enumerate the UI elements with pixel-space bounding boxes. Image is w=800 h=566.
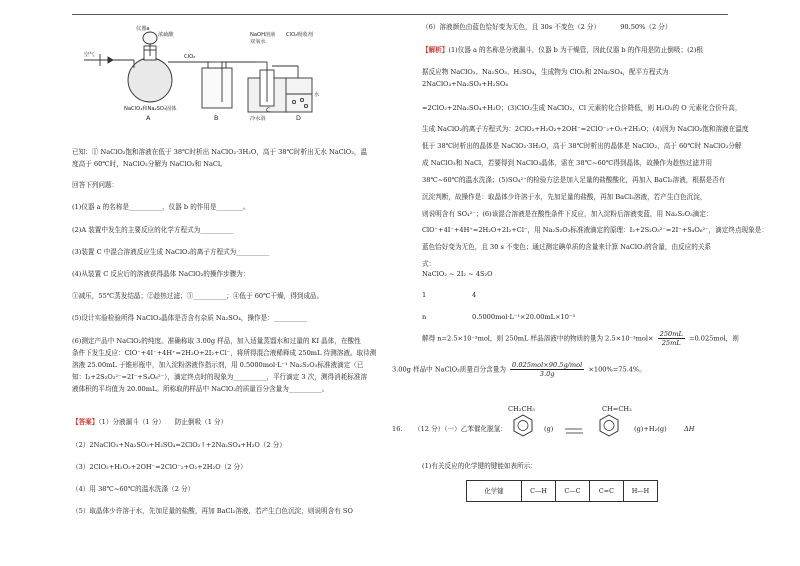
analysis-line-1	[422, 46, 703, 54]
relation-row-3-b: 0.5000mol·L⁻¹×20.00mL×10⁻³	[472, 313, 576, 321]
analysis-line-2: 据反应物 NaClO₃、Na₂SO₃、H₂SO₄，生成物为 ClO₂和 2Na₂SO₄，配平方程式为	[422, 68, 669, 76]
reactant-phase: (g)	[544, 425, 554, 433]
analysis-line-10: 则说明含有 SO₄²⁻；(6)该混合溶液是在酸性条件下反应，加入淀粉后溶液变蓝，用 Na₂S₂O₃滴定：	[422, 210, 713, 218]
analysis-line-13: 式：	[422, 260, 436, 268]
analysis-text-1: (1)仪器 a 的名称是分液漏斗，仪器 b 为干燥管，因此仪器 b 的作用是防止倒吸；(2)根	[448, 46, 704, 54]
relation-row-2-b: 4	[472, 291, 477, 299]
question-6-line-4: 知：I₂+2S₂O₃²⁻=2I⁻+S₄O₆²⁻），滴定终点时的现象为__________，平行滴定 3 次，测得消耗标准溶	[72, 373, 368, 381]
mass-prefix: 3.00g 样品中 NaClO₂质量百分含量为	[392, 365, 506, 374]
answer-5: （5）取晶体少许溶于水，先加足量的盐酸，再加 BaCl₂溶液，若产生白色沉淀，则说明含有 SO	[72, 507, 353, 515]
answer-4: （4）用 38℃~60℃的温水洗涤（2 分）	[72, 485, 195, 493]
relation-row-2-a: 1	[422, 291, 427, 299]
relation-row-1: NaClO₂ ~ 2I₂ ~ 4S₂O	[422, 270, 493, 278]
analysis-line-5: 生成 NaClO₂的离子方程式为：2ClO₂+H₂O₂+2OH⁻=2ClO⁻₂+O₂+2H₂O；(4)因为 NaClO₂饱和溶液在温度	[422, 125, 749, 133]
bond-energy-table	[466, 480, 658, 502]
analysis-line-6: 低于 38℃时析出的晶体是 NaClO₂·3H₂O，高于 38℃时析出的晶体是 NaClO₂，高于 60℃时 NaClO₂分解	[422, 142, 742, 150]
apparatus-label-acid: 浓硫酸	[158, 32, 174, 38]
ethylbenzene-substituent: CH₂CH₃	[508, 405, 535, 413]
table-header-hh: H—H	[624, 481, 658, 502]
apparatus-label-absorber: ClO₂吸收剂	[286, 32, 313, 38]
apparatus-label-air: 空气	[84, 52, 95, 58]
analysis-line-8: 38℃~60℃的温水洗涤；(5)SO₄²⁻的检验方法是加入足量的盐酸酸化，再加入 BaCl₂溶液，根据是否有	[422, 176, 726, 184]
question-4: (4)从装置 C 反应后的溶液获得晶体 NaClO₂的操作步骤为：	[72, 270, 250, 278]
apparatus-label-naoh: NaOH溶液	[250, 32, 276, 38]
answer-6-text: （6）溶液颜色由蓝色恰好变为无色，且 30s 不变色（2 分）	[422, 23, 601, 31]
styrene-substituent: CH=CH₂	[602, 405, 632, 413]
analysis-line-11: ClO⁻+4I⁻+4H⁺=2H₂O+2I₂+Cl⁻，用 Na₂S₂O₃标准液滴定的原理：I₂+2S₂O₃²⁻=2I⁻+S₄O₆²⁻，滴定终点现象是：	[422, 226, 768, 234]
answer-line-1	[72, 418, 227, 426]
analysis-line-4: =2ClO₂+2Na₂SO₄+H₂O；(3)ClO₂生成 NaClO₂，Cl 元素的化合价降低，则 H₂O₂的 O 元素化合价升高，	[422, 104, 742, 112]
header-rule	[72, 14, 728, 15]
answer-6	[422, 23, 671, 31]
fraction-mass-num: 0.025mol×90.5g/mol	[512, 361, 583, 369]
table-header-cc: C—C	[556, 481, 590, 502]
apparatus-label-h2o2: 双氧水	[250, 39, 266, 45]
question-2: (2)A 装置中发生的主要反应的化学方程式为__________	[72, 226, 234, 234]
q16-intro: （12 分）（一）乙苯催化脱氢：	[414, 425, 507, 433]
styrene-ring	[598, 413, 620, 439]
fraction-volume	[658, 330, 685, 347]
q16-sub-1: (1)有关反应的化学键的键能如表所示：	[422, 462, 537, 470]
products-phase: (g)+H₂(g)	[634, 425, 667, 433]
apparatus-diagram	[72, 16, 372, 126]
fraction-mass-den: 3.0g	[539, 370, 555, 379]
analysis-line-9: 沉淀判断，故操作是：取晶体少许溶于水，先加足量的盐酸，再加 BaCl₂溶液，若产生白色沉淀，	[422, 193, 707, 201]
fraction-mass	[510, 361, 584, 378]
solve-line	[422, 330, 739, 347]
answer-tag: 【答案】	[72, 418, 99, 426]
apparatus-letter-a: A	[146, 114, 151, 122]
relation-row-3-a: n	[422, 313, 427, 321]
known-line-2: 度高于 60℃时，NaClO₂分解为 NaClO₃和 NaCl。	[72, 160, 227, 168]
apparatus-label-water: 水	[314, 92, 320, 98]
enthalpy-symbol: ΔH	[684, 425, 695, 433]
q16-number: 16.	[392, 425, 403, 433]
answer-6-result: 90.50%（2 分）	[620, 23, 672, 31]
fraction-volume-den: 25mL	[661, 339, 681, 348]
answer-3: （3）2ClO₂+H₂O₂+2OH⁻=2ClO⁻₂+O₂+2H₂O（2 分）	[72, 463, 247, 471]
analysis-line-7: 成 NaClO₃和 NaCl，若要得到 NaClO₂晶体，需在 38℃~60℃得到晶体，故操作为趁热过滤并用	[422, 159, 713, 167]
question-4-steps: ①减压，55℃蒸发结晶；②趁热过滤；③__________；④低于 60℃干燥，得到成品。	[72, 292, 324, 300]
apparatus-label-funnel: 仪器a	[136, 26, 150, 32]
analysis-tag: 【解析】	[422, 46, 449, 54]
analysis-line-3: 2NaClO₃+Na₂SO₃+H₂SO₄	[422, 80, 509, 88]
question-5: (5)设计实验检验所得 NaClO₂晶体是否含有杂质 Na₂SO₄，操作是：__________	[72, 314, 307, 322]
apparatus-label-clo2: ClO₂	[184, 54, 196, 60]
question-1: (1)仪器 a 的名称是__________，仪器 b 的作用是________。	[72, 203, 250, 211]
question-6-line-1: (6)测定产品中 NaClO₂的纯度。准确称取 3.00g 样品，加入适量蒸馏水和过量的 KI 晶体，在酸性	[72, 337, 361, 345]
apparatus-letter-c: C	[266, 106, 271, 114]
answer-2: （2）2NaClO₃+Na₂SO₃+H₂SO₄=2ClO₂↑+2Na₂SO₄+H₂O（2 分）	[72, 441, 286, 449]
question-6-line-2: 条件下发生反应：ClO⁻+4I⁻+4H⁺=2H₂O+2I₂+Cl⁻，将所得混合液稀释成 250mL 待测溶液。取待测	[72, 349, 377, 357]
question-3: (3)装置 C 中混合溶液反应生成 NaClO₂的离子方程式为__________	[72, 248, 270, 256]
table-header-ch: C—H	[522, 481, 556, 502]
questions-heading: 回答下列问题：	[72, 181, 119, 189]
answer-1: （1）分液漏斗（1 分） 防止倒吸（1 分）	[98, 418, 228, 426]
ethylbenzene-ring	[512, 413, 534, 439]
solve-suffix: =0.025mol，则	[688, 334, 739, 343]
question-6-line-5: 液体积的平均值为 20.00mL。所称取的样品中 NaClO₂的质量百分含量为__________。	[72, 385, 329, 393]
mass-line	[392, 361, 646, 378]
apparatus-flask-label: NaClO₃和Na₂SO₃固体	[124, 106, 177, 112]
known-line-1: 已知：① NaClO₂饱和溶液在低于 38℃时析出 NaClO₂·3H₂O，高于 38℃时析出无水 NaClO₂，温	[72, 148, 368, 156]
apparatus-letter-d: D	[296, 114, 301, 122]
equilibrium-arrow-icon	[564, 426, 584, 436]
apparatus-label-ice: 冷水浴	[250, 116, 266, 122]
analysis-line-12: 蓝色恰好变为无色，且 30 s 不变色；通过测定碘单质的含量来计算 NaClO₂的含量，由反应的关系	[422, 243, 712, 251]
table-header-c-double-c: C=C	[590, 481, 624, 502]
table-header-bond: 化学键	[467, 481, 522, 502]
table-row	[467, 481, 658, 502]
solve-prefix: 解得 n=2.5×10⁻³mol，则 250mL 样品溶液中的物质的量为 2.5×10⁻³mol×	[422, 334, 654, 343]
question-6-line-3: 溶液 25.00mL 于锥形瓶中，加入淀粉溶液作指示剂，用 0.5000mol·L⁻¹ Na₂S₂O₃标准液滴定（已	[72, 361, 364, 369]
mass-suffix: ×100%=75.4%。	[588, 365, 646, 374]
fraction-volume-num: 250mL	[659, 330, 683, 338]
apparatus-letter-b: B	[214, 114, 219, 122]
